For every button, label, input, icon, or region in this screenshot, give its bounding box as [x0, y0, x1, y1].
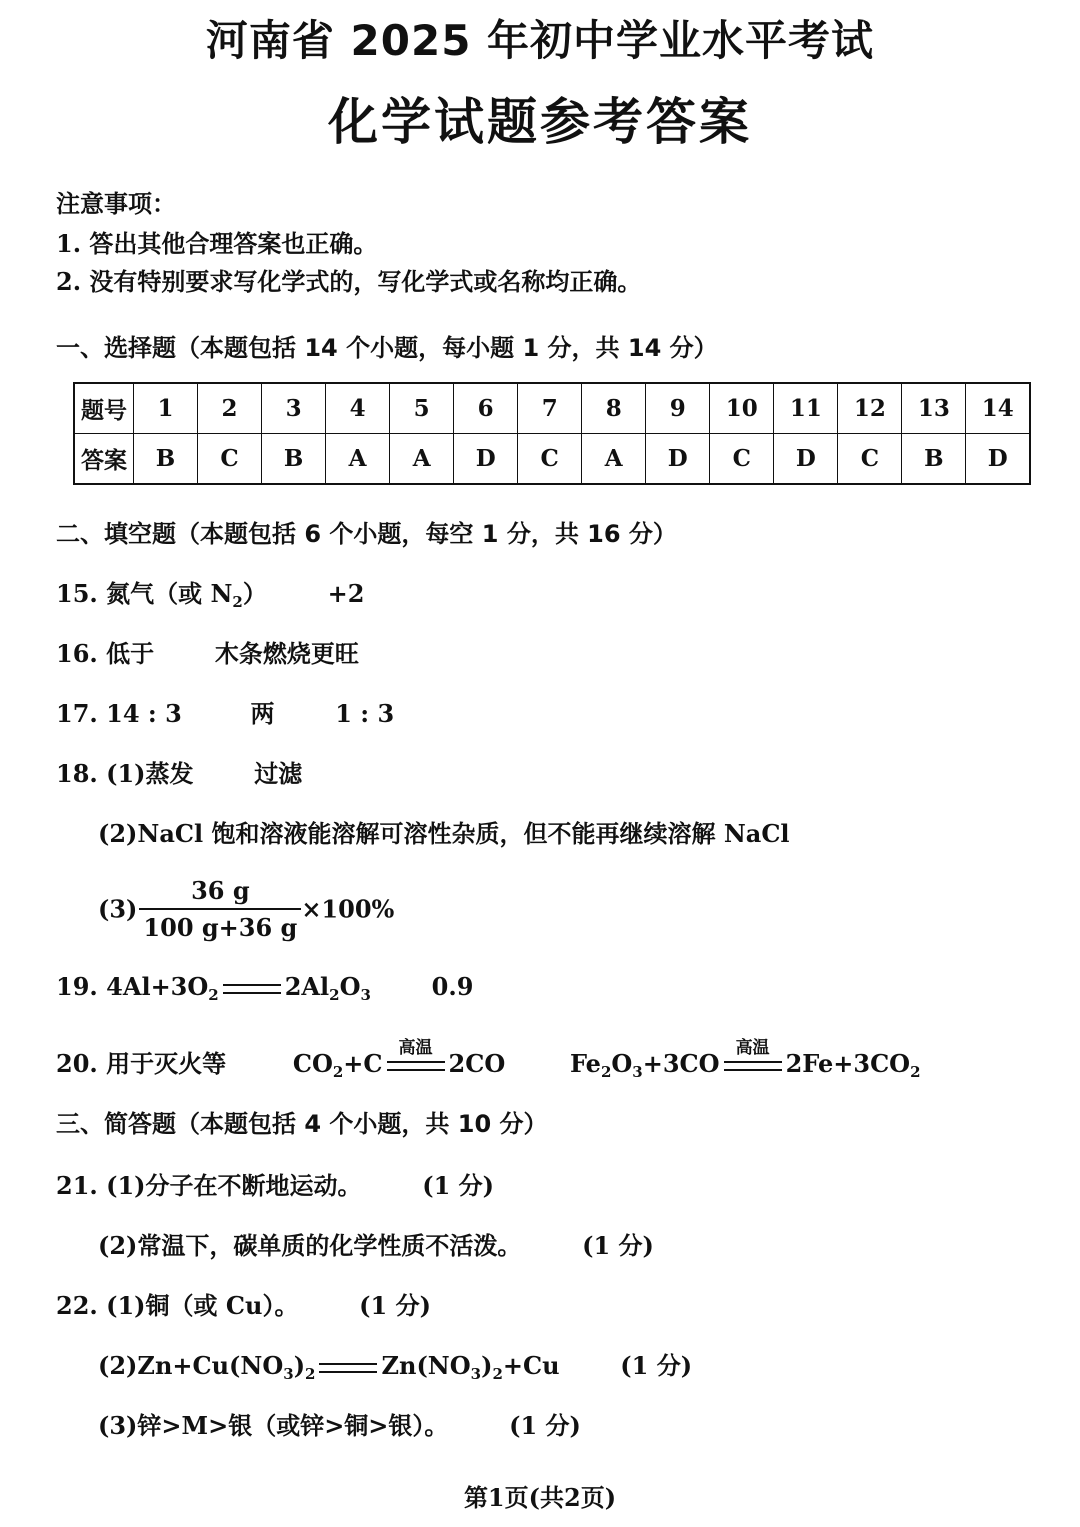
answer-17-1: 14 : 3	[106, 699, 182, 728]
equals-sign	[724, 1037, 782, 1071]
question-15	[56, 574, 364, 609]
answer-cell: B	[262, 434, 326, 485]
question-number-cell: 8	[582, 383, 646, 434]
equals-sign	[223, 984, 281, 994]
question-number-cell: 12	[838, 383, 902, 434]
answer-20-1: 用于灭火等	[106, 1049, 227, 1078]
equals-sign	[387, 1037, 445, 1071]
answer-22-3: (3)锌>M>银（或锌>铜>银）。	[98, 1411, 449, 1440]
page-number: 第1页(共2页)	[463, 1483, 617, 1512]
question-20	[56, 1037, 921, 1081]
answer-21-1: (1)分子在不断地运动。	[106, 1171, 362, 1200]
question-number: 18.	[56, 759, 98, 788]
question-19	[56, 972, 474, 1004]
section2-heading: 二、填空题（本题包括 6 个小题，每空 1 分，共 16 分）	[56, 520, 677, 548]
question-16	[56, 634, 359, 669]
section1-heading: 一、选择题（本题包括 14 个小题，每小题 1 分，共 14 分）	[56, 334, 718, 362]
answer-15-1: 氮气（或 $N_2$）	[106, 579, 267, 611]
answer-cell: D	[774, 434, 838, 485]
question-number-cell: 2	[198, 383, 262, 434]
answer-16-2: 木条燃烧更旺	[214, 639, 359, 668]
question-number-cell: 11	[774, 383, 838, 434]
document-title: 河南省 2025 年初中学业水平考试	[205, 16, 875, 65]
score-label: (1 分)	[582, 1231, 654, 1260]
note-item-1: 1. 答出其他合理答案也正确。	[56, 229, 378, 258]
question-21-part-1	[56, 1166, 494, 1201]
note-item-2: 2. 没有特别要求写化学式的，写化学式或名称均正确。	[56, 267, 642, 296]
fraction	[139, 876, 301, 942]
question-number-cell: 6	[454, 383, 518, 434]
answer-cell: B	[902, 434, 966, 485]
question-number-cell: 13	[902, 383, 966, 434]
answer-cell: C	[710, 434, 774, 485]
answer-table	[73, 382, 1031, 485]
equation-19: $4Al+3O_2$ $2Al_2O_3$	[106, 972, 371, 1004]
question-number: 22.	[56, 1291, 98, 1320]
answer-18-1-1: 蒸发	[145, 759, 194, 788]
equals-sign	[319, 1363, 377, 1373]
table-row-numbers	[74, 383, 1030, 434]
question-18-part-2	[98, 814, 790, 849]
answer-cell: C	[518, 434, 582, 485]
question-number: 15.	[56, 579, 98, 608]
part-label: (2)	[98, 819, 138, 848]
question-number: 19.	[56, 972, 98, 1001]
row-label-question: 题号	[74, 383, 134, 434]
question-number: 16.	[56, 639, 98, 668]
equation-20-2: $Fe_2O_3+3CO$ 高温 $2Fe+3CO_2$	[570, 1049, 921, 1078]
answer-cell: A	[390, 434, 454, 485]
question-22-part-2	[98, 1346, 692, 1381]
question-22-part-1	[56, 1286, 431, 1321]
notes-heading: 注意事项：	[56, 190, 176, 218]
answer-cell: D	[966, 434, 1030, 485]
answer-cell: D	[646, 434, 710, 485]
answer-15-2: +2	[327, 579, 365, 608]
answer-cell: C	[198, 434, 262, 485]
answer-18-2: NaCl 饱和溶液能溶解可溶性杂质，但不能再继续溶解 NaCl	[137, 819, 790, 848]
question-number-cell: 14	[966, 383, 1030, 434]
part-label: (3)	[98, 894, 138, 924]
answer-19-2: 0.9	[431, 972, 474, 1001]
answer-17-3: 1 : 3	[335, 699, 395, 728]
answer-22-1: (1)铜（或 Cu）。	[106, 1291, 299, 1320]
answer-cell: D	[454, 434, 518, 485]
score-label: (1 分)	[620, 1351, 693, 1380]
answer-cell: C	[838, 434, 902, 485]
question-number: 17.	[56, 699, 98, 728]
question-17	[56, 694, 394, 729]
question-number-cell: 5	[390, 383, 454, 434]
score-label: (1 分)	[509, 1411, 581, 1440]
table-row-answers	[74, 434, 1030, 485]
percent-suffix: ×100%	[301, 894, 395, 924]
section3-heading: 三、简答题（本题包括 4 个小题，共 10 分）	[56, 1110, 548, 1138]
reaction-condition: 高温	[735, 1037, 770, 1058]
answer-22-2: $(2)Zn+Cu(NO_3)_2$ $Zn(NO_3)_2+Cu$	[98, 1351, 560, 1383]
question-number-cell: 9	[646, 383, 710, 434]
part-label: (1)	[106, 759, 146, 788]
document-subtitle: 化学试题参考答案	[328, 93, 752, 151]
score-label: (1 分)	[422, 1171, 495, 1200]
question-number: 21.	[56, 1171, 98, 1200]
fraction-numerator: 36 g	[139, 876, 301, 910]
row-label-answer: 答案	[74, 434, 134, 485]
equation-20-1: $CO_2+C$ 高温 2CO	[293, 1049, 505, 1078]
question-22-part-3	[98, 1406, 581, 1441]
answer-17-2: 两	[250, 699, 275, 728]
answer-cell: B	[134, 434, 198, 485]
score-label: (1 分)	[359, 1291, 431, 1320]
question-18-part-1	[56, 754, 302, 789]
fraction-denominator: 100 g+36 g	[143, 913, 298, 942]
question-number-cell: 10	[710, 383, 774, 434]
question-number-cell: 1	[134, 383, 198, 434]
reaction-condition: 高温	[398, 1037, 433, 1058]
answer-cell: A	[582, 434, 646, 485]
answer-16-1: 低于	[106, 639, 155, 668]
question-number-cell: 4	[326, 383, 390, 434]
answer-21-2: (2)常温下，碳单质的化学性质不活泼。	[98, 1231, 522, 1260]
answer-18-1-2: 过滤	[254, 759, 303, 788]
question-number: 20.	[56, 1049, 98, 1078]
question-21-part-2	[98, 1226, 654, 1261]
answer-cell: A	[326, 434, 390, 485]
question-18-part-3	[98, 876, 394, 942]
question-number-cell: 3	[262, 383, 326, 434]
question-number-cell: 7	[518, 383, 582, 434]
